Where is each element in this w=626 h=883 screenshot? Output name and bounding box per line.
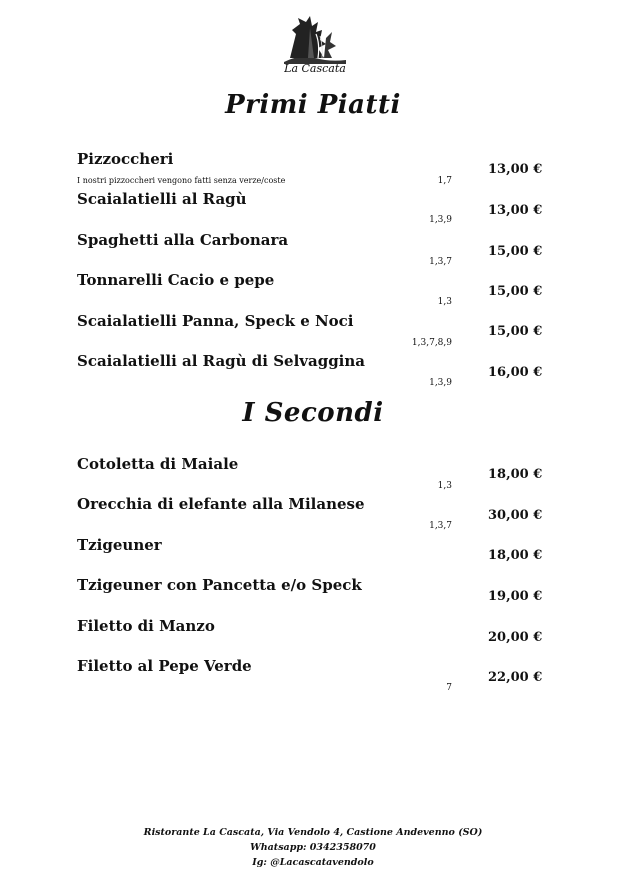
footer-address: Ristorante La Cascata, Via Vendolo 4, Castione Andevenno (SO) bbox=[143, 827, 483, 838]
primi-item-name: Spaghetti alla Carbonara bbox=[77, 231, 289, 249]
secondi-item-name: Tzigeuner bbox=[77, 536, 162, 554]
primi-item-allergens: 1,3 bbox=[437, 297, 452, 307]
secondi-item-name: Cotoletta di Maiale bbox=[77, 455, 239, 473]
footer bbox=[0, 825, 626, 870]
primi-item-price: 15,00 € bbox=[488, 284, 543, 299]
secondi-item-name: Filetto al Pepe Verde bbox=[77, 657, 252, 675]
primi-item-name: Scaialatielli Panna, Speck e Noci bbox=[77, 312, 354, 330]
primi-item-allergens: 1,3,9 bbox=[429, 378, 452, 388]
secondi-item-price: 22,00 € bbox=[488, 670, 543, 685]
primi-title: Primi Piatti bbox=[225, 90, 401, 120]
secondi-item-allergens: 1,3,7 bbox=[429, 521, 452, 531]
secondi-item-name: Orecchia di elefante alla Milanese bbox=[77, 495, 365, 513]
restaurant-logo bbox=[270, 14, 360, 84]
footer-instagram: Ig: @Lacascatavendolo bbox=[252, 857, 374, 868]
primi-item-desc: I nostri pizzoccheri vengono fatti senza verze/coste bbox=[77, 176, 286, 185]
primi-item-name: Scaialatielli al Ragù bbox=[77, 190, 247, 208]
secondi-item-name: Tzigeuner con Pancetta e/o Speck bbox=[77, 576, 362, 594]
secondi-item-price: 18,00 € bbox=[488, 548, 543, 563]
logo-text: La Cascata bbox=[284, 62, 346, 75]
primi-item-allergens: 1,7 bbox=[437, 176, 452, 186]
secondi-item-name: Filetto di Manzo bbox=[77, 617, 215, 635]
waterfall-tree-icon bbox=[280, 14, 350, 66]
primi-item-allergens: 1,3,7 bbox=[429, 257, 452, 267]
secondi-title: I Secondi bbox=[242, 398, 384, 428]
primi-item-price: 16,00 € bbox=[488, 365, 543, 380]
secondi-item-price: 18,00 € bbox=[488, 467, 543, 482]
primi-item-price: 15,00 € bbox=[488, 324, 543, 339]
primi-item-price: 15,00 € bbox=[488, 244, 543, 259]
primi-item-price: 13,00 € bbox=[488, 203, 543, 218]
primi-item-name: Tonnarelli Cacio e pepe bbox=[77, 271, 275, 289]
footer-whatsapp: Whatsapp: 0342358070 bbox=[250, 842, 376, 853]
primi-item-allergens: 1,3,9 bbox=[429, 215, 452, 225]
secondi-item-price: 20,00 € bbox=[488, 630, 543, 645]
primi-item-name: Pizzoccheri bbox=[77, 150, 174, 168]
primi-item-name: Scaialatielli al Ragù di Selvaggina bbox=[77, 352, 366, 370]
secondi-item-allergens: 1,3 bbox=[437, 481, 452, 491]
secondi-item-allergens: 7 bbox=[446, 683, 452, 693]
secondi-item-price: 19,00 € bbox=[488, 589, 543, 604]
secondi-item-price: 30,00 € bbox=[488, 508, 543, 523]
primi-item-price: 13,00 € bbox=[488, 162, 543, 177]
primi-item-allergens: 1,3,7,8,9 bbox=[411, 338, 452, 348]
